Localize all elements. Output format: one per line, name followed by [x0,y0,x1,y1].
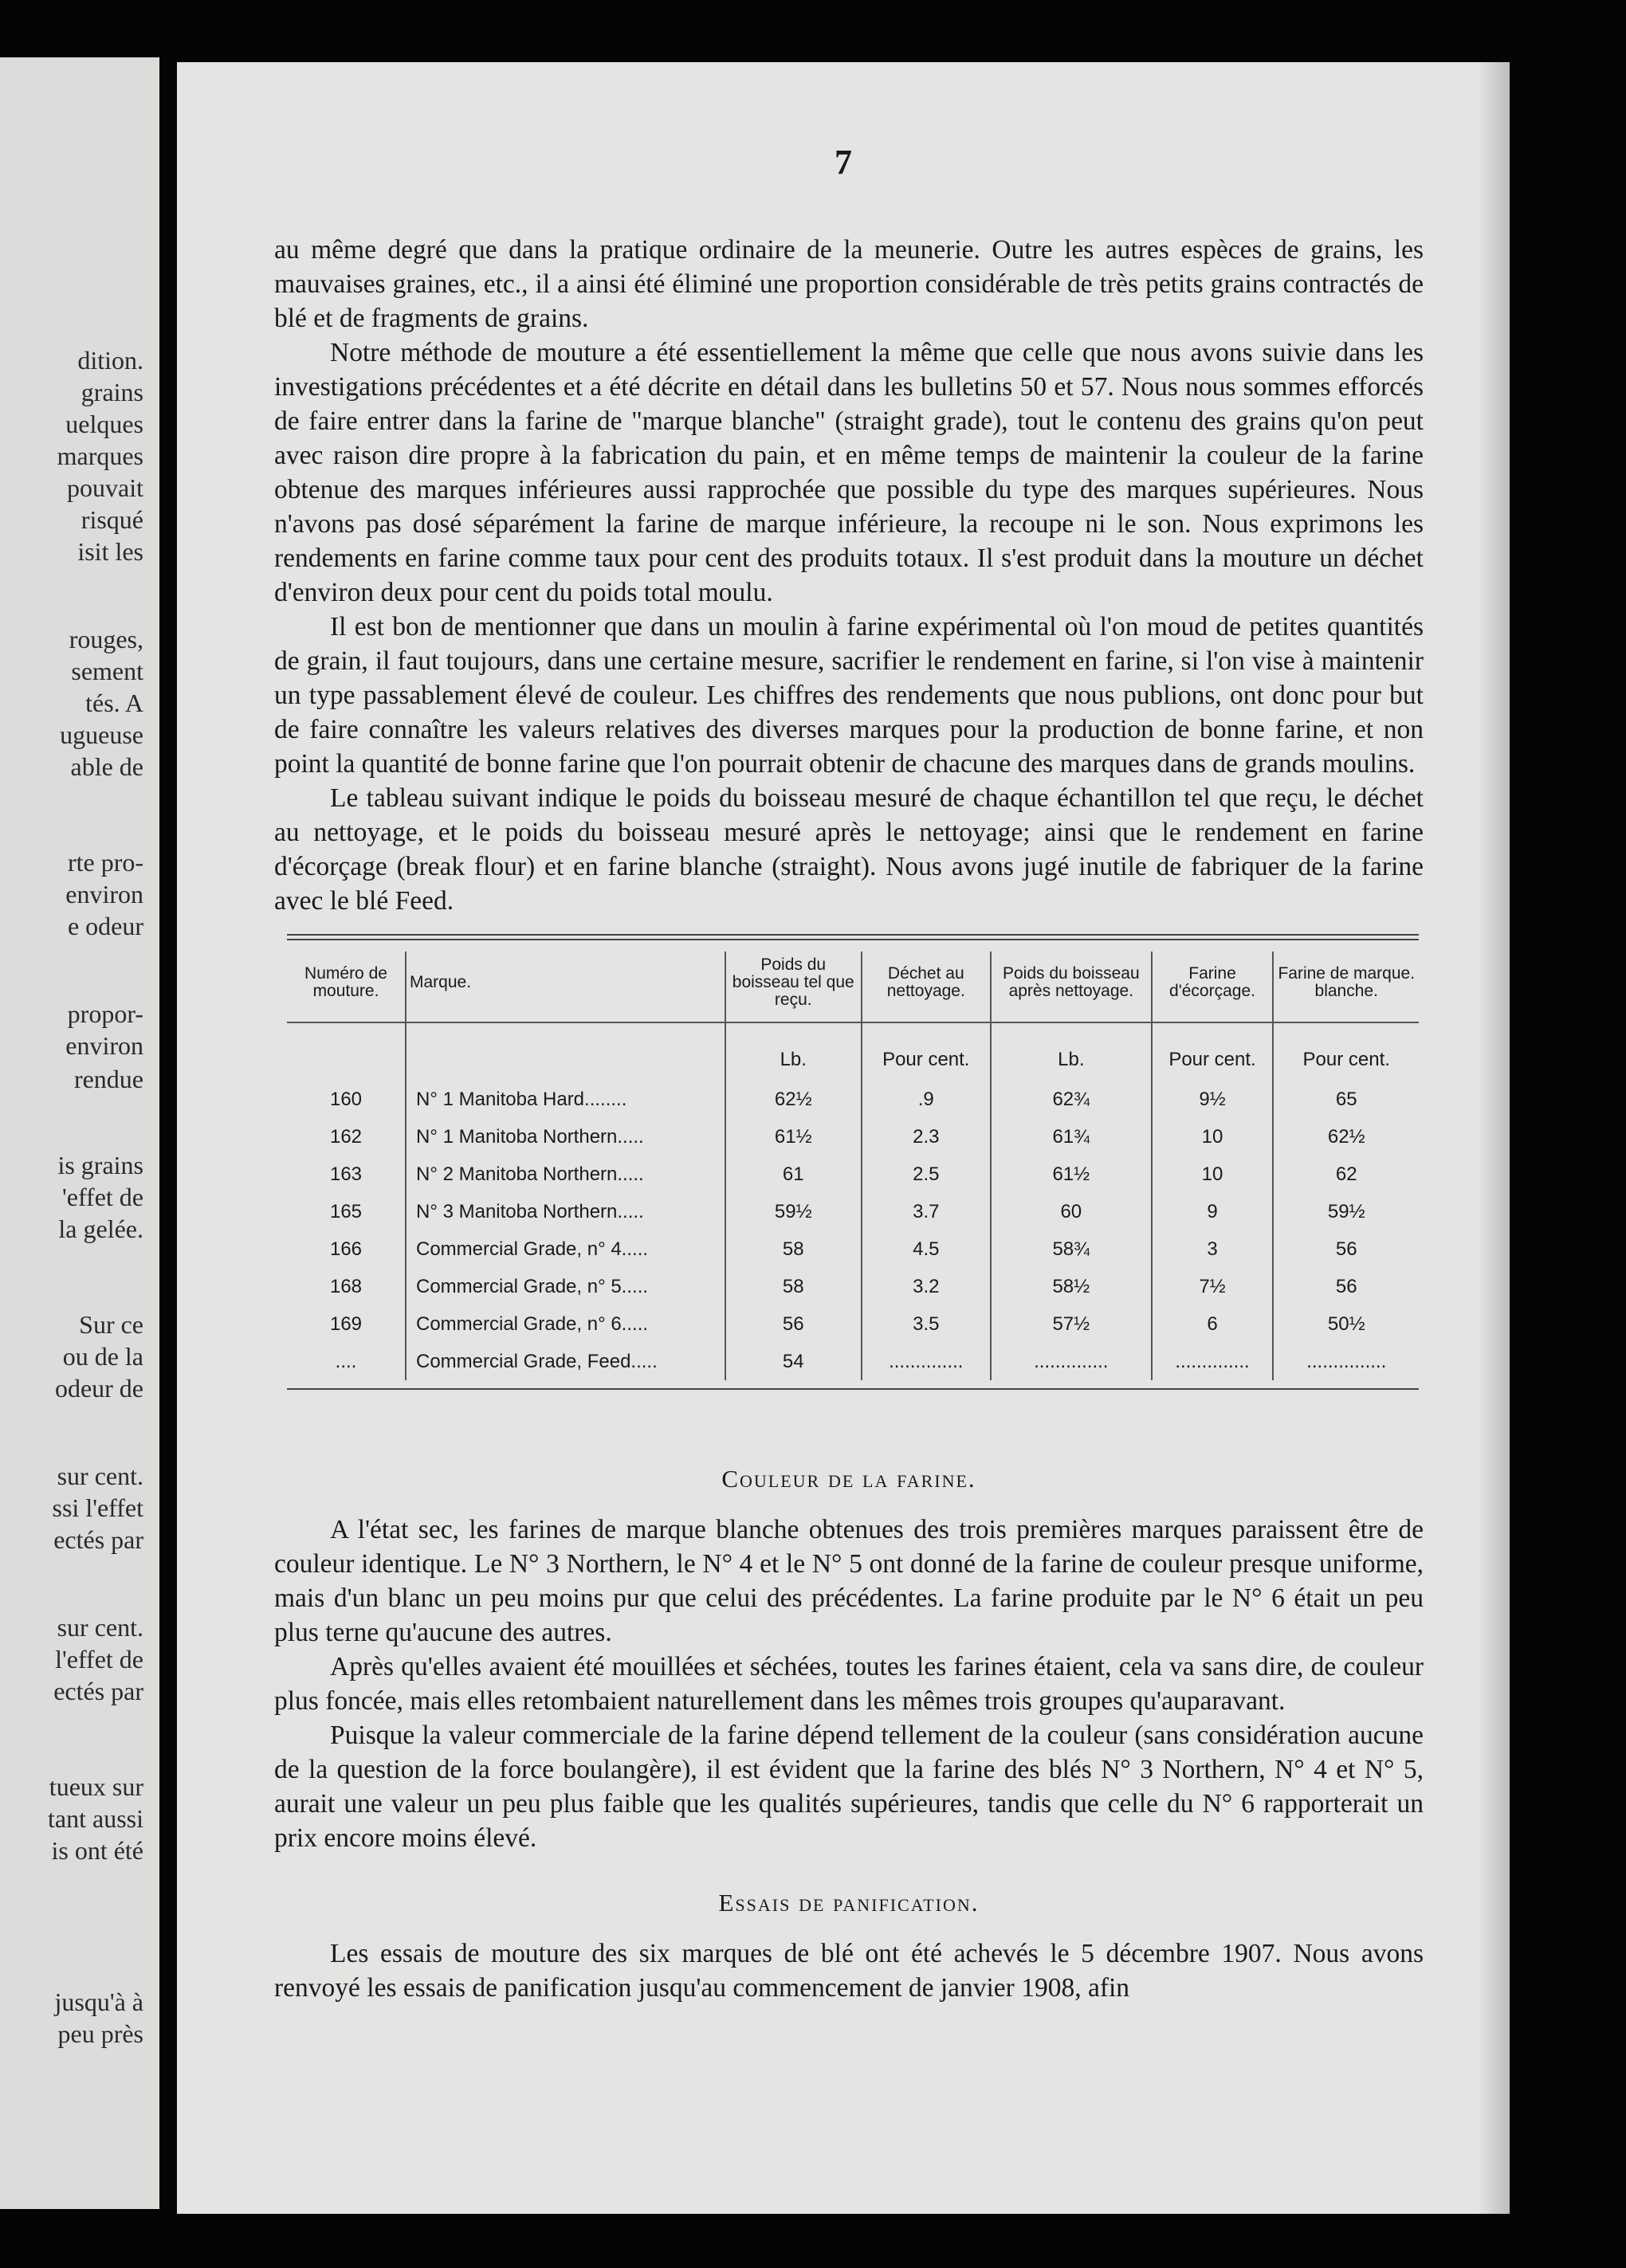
cell-poids-recu: 61½ [725,1118,862,1156]
cell-farine-ecorcage: 9½ [1152,1081,1274,1118]
facing-page-text-fragment: 'effet de [62,1183,143,1211]
baking-section-text [274,1936,1424,2005]
facing-page-text-fragment: sur cent. [57,1613,143,1642]
document-page [177,62,1510,2214]
cell-numero: 160 [329,1088,363,1110]
cell-poids-recu: 58 [725,1268,862,1305]
cell-farine-ecorcage: 3 [1152,1230,1274,1268]
table-top-rule [287,934,1419,936]
cell-marque: Commercial Grade, n° 5..... [406,1268,725,1305]
cell-marque: N° 1 Manitoba Northern..... [406,1118,725,1156]
cell-marque: Commercial Grade, n° 4..... [406,1230,725,1268]
cell-farine-ecorcage: 6 [1152,1305,1274,1343]
cell-dechet: 3.7 [862,1193,992,1230]
header-poids-apres: Poids du boisseau après nettoyage. [991,952,1152,1022]
units-cell: Lb. [991,1022,1152,1081]
cell-poids-recu: 54 [725,1343,862,1380]
table-row [287,1118,1419,1156]
cell-poids-apres: 58½ [991,1268,1152,1305]
facing-page-text-fragment: rouges, [69,625,143,653]
cell-farine-ecorcage: 10 [1152,1156,1274,1193]
paragraph-method: Notre méthode de mouture a été essentiellement la même que celle que nous avons suivie dans les investigations précédentes et a été décrite en détail dans les bulletins 50 et 57. Nous nous sommes efforcés de faire entrer dans la farine de "marque blanche" (straight grade), tout le contenu des grains qu'on peut avec raison dire propre à la fabrication du pain, et en même temps de maintenir la couleur de la farine obtenue des marques inférieures aussi rapprochée que possible du type des marques supérieures. Nous n'avons pas dosé séparément la farine de marque inférieure, la recoupe ni le son. Nous exprimons les rendements en farine comme taux pour cent des produits totaux. Il s'est produit dans la mouture un déchet d'environ deux pour cent du poids total moulu. [274,338,1424,607]
table-row [287,1156,1419,1193]
facing-page-text-fragment: grains [81,378,143,406]
table-row [287,1305,1419,1343]
cell-dechet: .9 [862,1081,992,1118]
cell-dechet: 3.2 [862,1268,992,1305]
cell-farine-blanche: 65 [1273,1081,1419,1118]
cell-numero: 163 [329,1163,363,1185]
units-cell: Pour cent. [1152,1022,1274,1081]
cell-farine-blanche: 56 [1273,1268,1419,1305]
facing-page-text-fragment: ectés par [53,1677,143,1705]
cell-numero: 168 [329,1275,363,1297]
facing-page-text-fragment: peu près [57,2019,143,2048]
table-top-rule-double [287,939,1419,940]
cell-dechet: 4.5 [862,1230,992,1268]
header-numero: Numéro de mouture. [304,964,387,1000]
table-bottom-rule [287,1388,1419,1390]
table-row [287,1081,1419,1118]
facing-page-text-fragment: Sur ce [79,1310,143,1339]
facing-page-text-fragment: e odeur [67,912,143,940]
cell-marque: Commercial Grade, n° 6..... [406,1305,725,1343]
units-cell: Pour cent. [862,1022,992,1081]
table-row [287,1230,1419,1268]
cell-poids-apres: 57½ [991,1305,1152,1343]
facing-page-text-fragment: ugueuse [60,720,143,749]
cell-numero: 165 [329,1200,363,1222]
intro-text [274,233,1424,918]
paragraph-color-3: Puisque la valeur commerciale de la farine dépend tellement de la couleur (sans considération aucune de la question de la force boulangère), il est évident que la farine des blés N° 3 Northern, N° 4 et N° 5, aurait une valeur un peu plus faible que les qualités supérieures, tandis que celle du N° 6 rapporterait un prix encore moins élevé. [274,1721,1424,1853]
cell-marque: Commercial Grade, Feed..... [406,1343,725,1380]
facing-page-text-fragment: environ [65,1031,143,1060]
cell-farine-blanche: 62½ [1273,1118,1419,1156]
cell-marque: N° 2 Manitoba Northern..... [406,1156,725,1193]
facing-page-text-fragment: risqué [81,505,143,534]
facing-page-text-fragment: marques [57,441,143,470]
paragraph-table-intro: Le tableau suivant indique le poids du boisseau mesuré de chaque échantillon tel que reçu, le déchet au nettoyage, et le poids du boisseau mesuré après le nettoyage; ainsi que le rendement en farine d'écorçage (break flour) et en farine blanche (straight). Nous avons jugé inutile de fabriquer de la farine avec le blé Feed. [274,783,1424,916]
header-farine-ecorcage: Farine d'écorçage. [1152,952,1274,1022]
cell-poids-apres: 62¾ [991,1081,1152,1118]
paragraph-baking-1: Les essais de mouture des six marques de blé ont été achevés le 5 décembre 1907. Nous avons renvoyé les essais de panification jusqu'au commencement de janvier 1908, afin [274,1939,1424,2003]
cell-farine-blanche: 50½ [1273,1305,1419,1343]
cell-poids-apres: 61½ [991,1156,1152,1193]
cell-marque: N° 3 Manitoba Northern..... [406,1193,725,1230]
cell-dechet: 3.5 [862,1305,992,1343]
header-dechet: Déchet au nettoyage. [862,952,992,1022]
section-title-color: Couleur de la farine. [721,1465,976,1493]
facing-page-text-fragment: ssi l'effet [52,1493,143,1522]
facing-page-text-fragment: is grains [57,1151,143,1179]
facing-page-text-fragment: sement [71,657,143,685]
cell-farine-ecorcage: 9 [1152,1193,1274,1230]
cell-poids-recu: 61 [725,1156,862,1193]
cell-marque: N° 1 Manitoba Hard........ [406,1081,725,1118]
cell-dechet: .............. [862,1343,992,1380]
facing-page-text-fragment: rendue [73,1065,143,1093]
milling-results-table [287,934,1419,1390]
page-edge-shadow [1478,62,1510,2214]
table-row [287,1193,1419,1230]
cell-poids-apres: .............. [991,1343,1152,1380]
facing-page-text-fragment: is ont été [51,1836,143,1865]
table-row [287,1268,1419,1305]
facing-page-text-fragment: ectés par [53,1525,143,1554]
cell-farine-blanche: 62 [1273,1156,1419,1193]
cell-numero: .... [335,1350,357,1372]
cell-farine-ecorcage: .............. [1152,1343,1274,1380]
paragraph-color-2: Après qu'elles avaient été mouillées et séchées, toutes les farines étaient, cela va sans dire, de couleur plus foncée, mais elles retombaient naturellement dans les mêmes trois groupes qu'auparavant. [274,1652,1424,1716]
units-cell: Pour cent. [1273,1022,1419,1081]
header-farine-blanche: Farine de marque. blanche. [1273,952,1419,1022]
header-poids-recu: Poids du boisseau tel que reçu. [725,952,862,1022]
table-units-row [287,1022,1419,1081]
facing-page-text-fragment: dition. [77,346,143,375]
header-marque: Marque. [406,952,725,1022]
page-number: 7 [835,143,852,182]
units-cell [406,1022,725,1081]
cell-dechet: 2.5 [862,1156,992,1193]
paragraph-mill-note: Il est bon de mentionner que dans un moulin à farine expérimental où l'on moud de petites quantités de grain, il faut toujours, dans une certaine mesure, sacrifier le rendement en farine, si l'on vise à maintenir un type passablement élevé de couleur. Les chiffres des rendements que nous publions, ont donc pour but de faire connaître les valeurs relatives des diverses marques pour la production de bonne farine, et non point la quantité de bonne farine que l'on pourrait obtenir de chacune des marques dans de grands moulins. [274,612,1424,779]
units-cell [287,1022,406,1081]
facing-page-text-fragment: jusqu'à à [54,1987,143,2016]
table-row [287,1343,1419,1380]
paragraph-color-1: A l'état sec, les farines de marque blanche obtenues des trois premières marques paraissent être de couleur identique. Le N° 3 Northern, le N° 4 et le N° 5 ont donné de la farine de couleur presque uniforme, mais d'un blanc un peu moins pur que celui des précédentes. La farine produite par le N° 6 était un peu plus terne qu'aucune des autres. [274,1515,1424,1647]
facing-page-text-fragment: tant aussi [48,1804,143,1833]
cell-farine-ecorcage: 7½ [1152,1268,1274,1305]
cell-farine-blanche: ............... [1273,1343,1419,1380]
cell-farine-blanche: 59½ [1273,1193,1419,1230]
cell-numero: 169 [329,1313,363,1335]
facing-page-text-fragment: l'effet de [55,1645,143,1674]
facing-page-fragment [0,57,159,2209]
color-section-text [274,1513,1424,1855]
cell-dechet: 2.3 [862,1118,992,1156]
cell-poids-apres: 61¾ [991,1118,1152,1156]
cell-poids-recu: 56 [725,1305,862,1343]
facing-page-text-fragment: environ [65,880,143,908]
cell-farine-ecorcage: 10 [1152,1118,1274,1156]
facing-page-text-fragment: able de [70,752,143,781]
units-cell: Lb. [725,1022,862,1081]
facing-page-text-fragment: uelques [65,410,143,438]
cell-numero: 166 [329,1238,363,1260]
cell-farine-blanche: 56 [1273,1230,1419,1268]
facing-page-text-fragment: isit les [77,537,143,566]
facing-page-text-fragment: rte pro- [67,848,143,877]
cell-poids-apres: 58¾ [991,1230,1152,1268]
facing-page-text-fragment: tés. A [85,689,143,717]
facing-page-text-fragment: ou de la [62,1342,143,1371]
facing-page-text-fragment: la gelée. [58,1214,143,1243]
cell-poids-recu: 58 [725,1230,862,1268]
cell-poids-apres: 60 [991,1193,1152,1230]
facing-page-text-fragment: odeur de [54,1374,143,1403]
facing-page-text-fragment: pouvait [67,473,143,502]
facing-page-text-fragment: tueux sur [49,1772,143,1801]
table-header-row [287,952,1419,1022]
cell-poids-recu: 59½ [725,1193,862,1230]
section-title-baking: Essais de panification. [718,1889,980,1917]
paragraph-continuation: au même degré que dans la pratique ordinaire de la meunerie. Outre les autres espèces de grains, les mauvaises graines, etc., il a ainsi été éliminé une proportion considérable de très petits grains contractés de blé et de fragments de grains. [274,235,1424,333]
cell-numero: 162 [329,1125,363,1148]
facing-page-text-fragment: sur cent. [57,1462,143,1490]
facing-page-text-fragment: propor- [67,999,143,1028]
cell-poids-recu: 62½ [725,1081,862,1118]
